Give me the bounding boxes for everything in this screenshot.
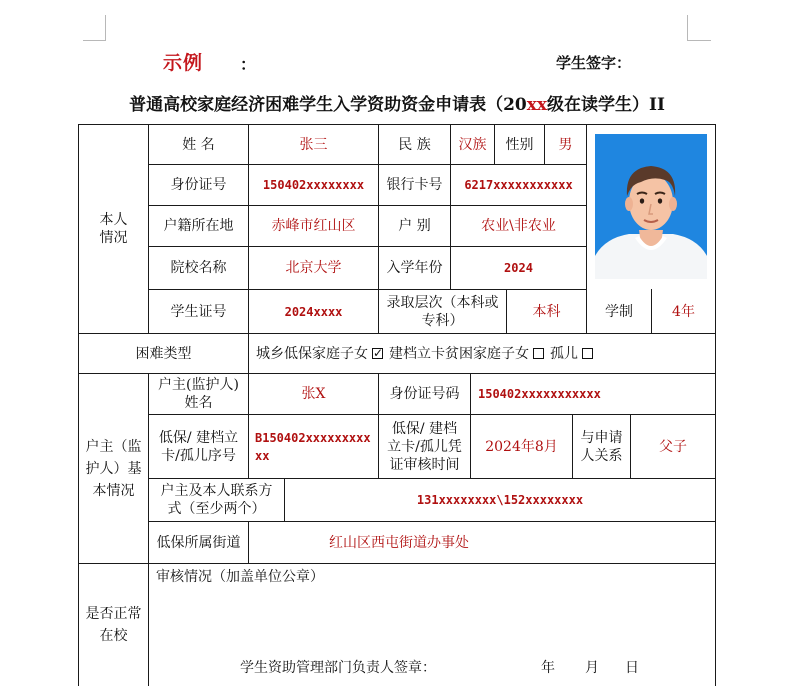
- hukou-type-value: 农业\非农业: [481, 218, 556, 234]
- school-label: 院校名称: [170, 260, 227, 276]
- option-low-income-checkbox[interactable]: ✓: [373, 346, 384, 360]
- difficulty-type-label: 困难类型: [135, 345, 192, 362]
- title-suffix: 级在读学生）II: [547, 95, 665, 115]
- ethnicity-label: 民 族: [398, 136, 431, 153]
- guardian-id-value: 150402xxxxxxxxxxx: [478, 387, 601, 401]
- street-label: 低保所属街道: [156, 534, 241, 551]
- review-time-value: 2024年8月: [485, 438, 558, 455]
- option-poverty-label: 建档立卡贫困家庭子女: [389, 345, 529, 362]
- margin-mark-top-left: [83, 15, 106, 41]
- form-title: [78, 90, 716, 115]
- guardian-id-label: 身份证号码: [389, 386, 460, 402]
- enroll-year-value: 2024: [504, 261, 533, 275]
- school-value: 北京大学: [285, 260, 342, 276]
- option-orphan-label: 孤儿: [550, 345, 578, 362]
- signer-label: 学生资助管理部门负责人签章：: [240, 660, 436, 676]
- guardian-section-label: 户主（监护人）基本情况: [85, 438, 142, 499]
- student-signature-label: 学生签字：: [556, 54, 632, 72]
- in-school-status-label: 是否正常在校: [85, 606, 142, 644]
- title-prefix: 普通高校家庭经济困难学生入学资助资金申请表（20: [129, 95, 527, 115]
- contact-value: 131xxxxxxxx\152xxxxxxxx: [416, 493, 584, 507]
- student-portrait-icon: [595, 134, 707, 279]
- year-label: 年: [541, 660, 555, 676]
- guardian-name-label: 户主(监护人)姓名: [158, 377, 239, 411]
- duration-value: 4年: [672, 303, 695, 320]
- review-time-label: 低保/ 建档立卡/孤儿凭证审核时间: [387, 420, 462, 473]
- id-label: 身份证号: [170, 177, 227, 193]
- name-value: 张三: [299, 136, 328, 153]
- option-low-income-label: 城乡低保家庭子女: [256, 345, 368, 362]
- personal-section-label: 本人情况: [99, 212, 128, 246]
- example-colon: ：: [240, 55, 257, 74]
- guardian-name-value: 张X: [301, 386, 326, 402]
- hukou-place-value: 赤峰市红山区: [271, 218, 356, 234]
- example-label: 示例: [163, 52, 204, 74]
- hukou-place-label: 户籍所在地: [163, 218, 234, 234]
- id-value: 150402xxxxxxxx: [262, 178, 365, 192]
- student-photo: [595, 134, 707, 279]
- admission-level-label: 录取层次（本科或专科）: [386, 294, 499, 329]
- option-poverty-checkbox[interactable]: [533, 348, 544, 359]
- title-year: xx: [526, 95, 548, 115]
- relation-value: 父子: [659, 438, 687, 455]
- relation-label: 与申请人关系: [580, 429, 623, 464]
- enroll-year-label: 入学年份: [386, 260, 443, 276]
- bank-label: 银行卡号: [386, 177, 443, 193]
- margin-mark-top-right: [687, 15, 711, 41]
- ethnicity-value: 汉族: [458, 136, 487, 153]
- student-id-label: 学生证号: [170, 303, 227, 320]
- month-label: 月: [585, 660, 599, 676]
- day-label: 日: [625, 660, 639, 676]
- gender-label: 性别: [505, 136, 534, 153]
- option-orphan-checkbox[interactable]: [582, 348, 593, 359]
- contact-label: 户主及本人联系方式（至少两个）: [160, 483, 273, 517]
- hukou-type-label: 户 别: [398, 218, 431, 234]
- bank-value: 6217xxxxxxxxxxx: [464, 178, 573, 192]
- name-label: 姓 名: [182, 136, 215, 153]
- difficulty-options: [249, 334, 715, 373]
- serial-number-value: B150402xxxxxxxxxxx: [255, 430, 371, 463]
- review-status-label: 审核情况（加盖单位公章）: [156, 569, 324, 585]
- street-value: 红山区西屯街道办事处: [329, 534, 469, 551]
- duration-label: 学制: [605, 303, 633, 320]
- serial-number-label: 低保/ 建档立卡/孤儿序号: [158, 429, 239, 464]
- gender-value: 男: [558, 136, 573, 153]
- admission-level-value: 本科: [532, 303, 561, 320]
- student-id-value: 2024xxxx: [284, 304, 343, 319]
